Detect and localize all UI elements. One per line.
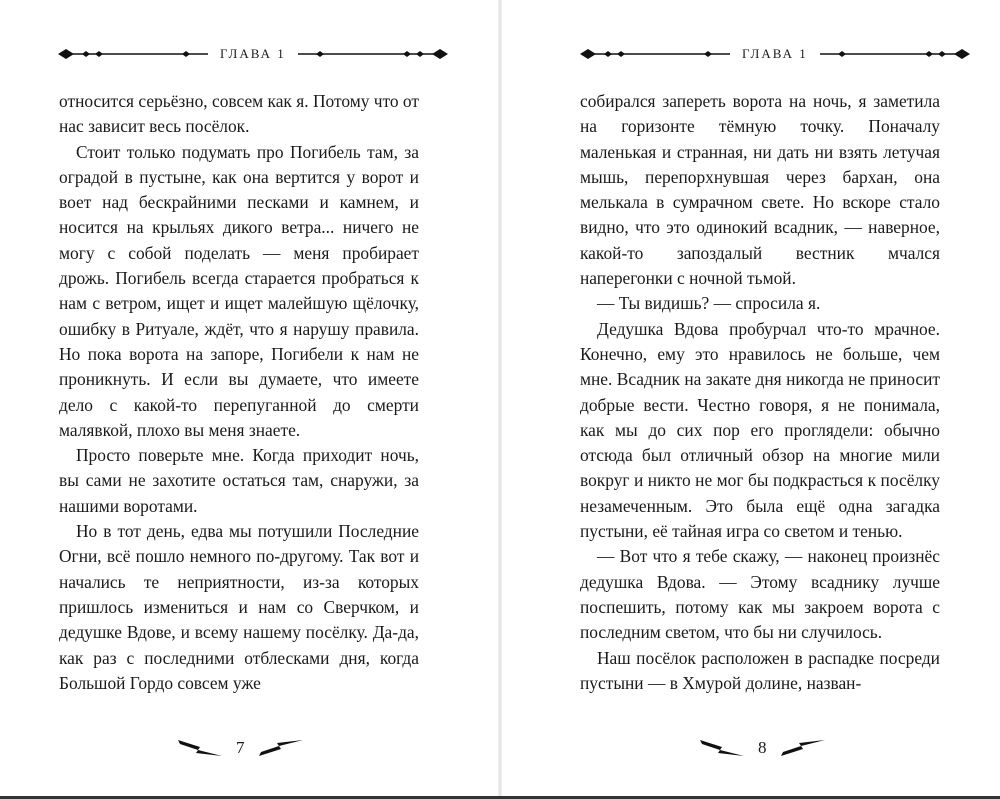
paragraph: — Ты видишь? — спросила я. — [597, 293, 821, 314]
paragraph: Дедушка Вдова пробурчал что-то мрачное. Конечно, ему это нравилось не больше, чем мне. Всадник на закате дня никогда не приносит добрые вести. Честно говоря, я не понимала, как мы до сих пор его проглядели: обычно отсюда был отличный обзор на многие мили вокруг и никто не мог бы подкрасться к посёлку незамеченным. Это была ещё одна загадка пустыни, её тайная игра со светом и тенью. — [580, 318, 940, 542]
running-header — [580, 42, 970, 66]
paragraph: собирался запереть ворота на ночь, я заметила на горизонте тёмную точку. Поначалу маленькая и странная, ни дать ни взять летучая мышь, перепорхнувшая через бархан, она мелькала в сумрачном свете. Но вскоре стало видно, что это одинокий всадник, — наверное, какой-то запоздалый вестник мчался наперегонки с ночной тьмой. — [580, 91, 940, 289]
paragraph: Просто поверьте мне. Когда приходит ночь, вы сами не захотите остаться там, снаружи, за нашими воротами. — [59, 445, 419, 516]
page-footer — [700, 733, 825, 763]
paragraph: относится серьёзно, совсем как я. Потому что от нас зависит весь посёлок. — [59, 91, 419, 137]
running-header — [58, 42, 448, 66]
lightning-bolt-icon — [178, 738, 222, 758]
paragraph: Но в тот день, едва мы потушили Последние Огни, всё пошло немного по-другому. Так вот и начались те неприятности, из-за которых пришлось измениться и нам со Сверчком, и дедушке Вдове, и всему нашему посёлку. Да-да, как раз с последними отблесками дня, когда Большой Гордо совсем уже — [59, 521, 419, 693]
right-page — [500, 0, 1000, 799]
paragraph: Стоит только подумать про Погибель там, за оградой в пустыне, как она вертится у ворот и воет над бескрайними песками и камнем, и носится на крыльях дикого ветра... ничего не могу с собой поделать — меня пробирает дрожь. Погибель всегда старается пробраться к нам с ветром, ищет и ищет малейшую щёлочку, ошибку в Ритуале, ждёт, что я нарушу правила. Но пока ворота на запоре, Погибели к нам не проникнуть. И если вы думаете, что имеете дело с какой-то перепуганной до смерти малявкой, плохо вы меня знаете. — [59, 141, 419, 440]
lightning-bolt-icon — [700, 738, 744, 758]
body-text — [59, 89, 419, 696]
page-footer — [178, 733, 303, 763]
body-text — [580, 89, 940, 696]
chapter-title: ГЛАВА 1 — [220, 46, 286, 61]
ornament-left-icon — [580, 47, 730, 61]
paragraph: — Вот что я тебе скажу, — наконец произнёс дедушка Вдова. — Этому всаднику лучше поспешить, потому как мы закроем ворота с последним светом, что бы ни случилось. — [580, 546, 940, 643]
paragraph: Наш посёлок расположен в распадке посреди пустыни — в Хмурой долине, назван- — [580, 647, 940, 693]
ornament-left-icon — [58, 47, 208, 61]
lightning-bolt-icon — [259, 738, 303, 758]
ornament-right-icon — [820, 47, 970, 61]
page-number: 7 — [236, 738, 245, 757]
lightning-bolt-icon — [781, 738, 825, 758]
page-number: 8 — [758, 738, 767, 757]
chapter-title: ГЛАВА 1 — [742, 46, 808, 61]
ornament-right-icon — [298, 47, 448, 61]
